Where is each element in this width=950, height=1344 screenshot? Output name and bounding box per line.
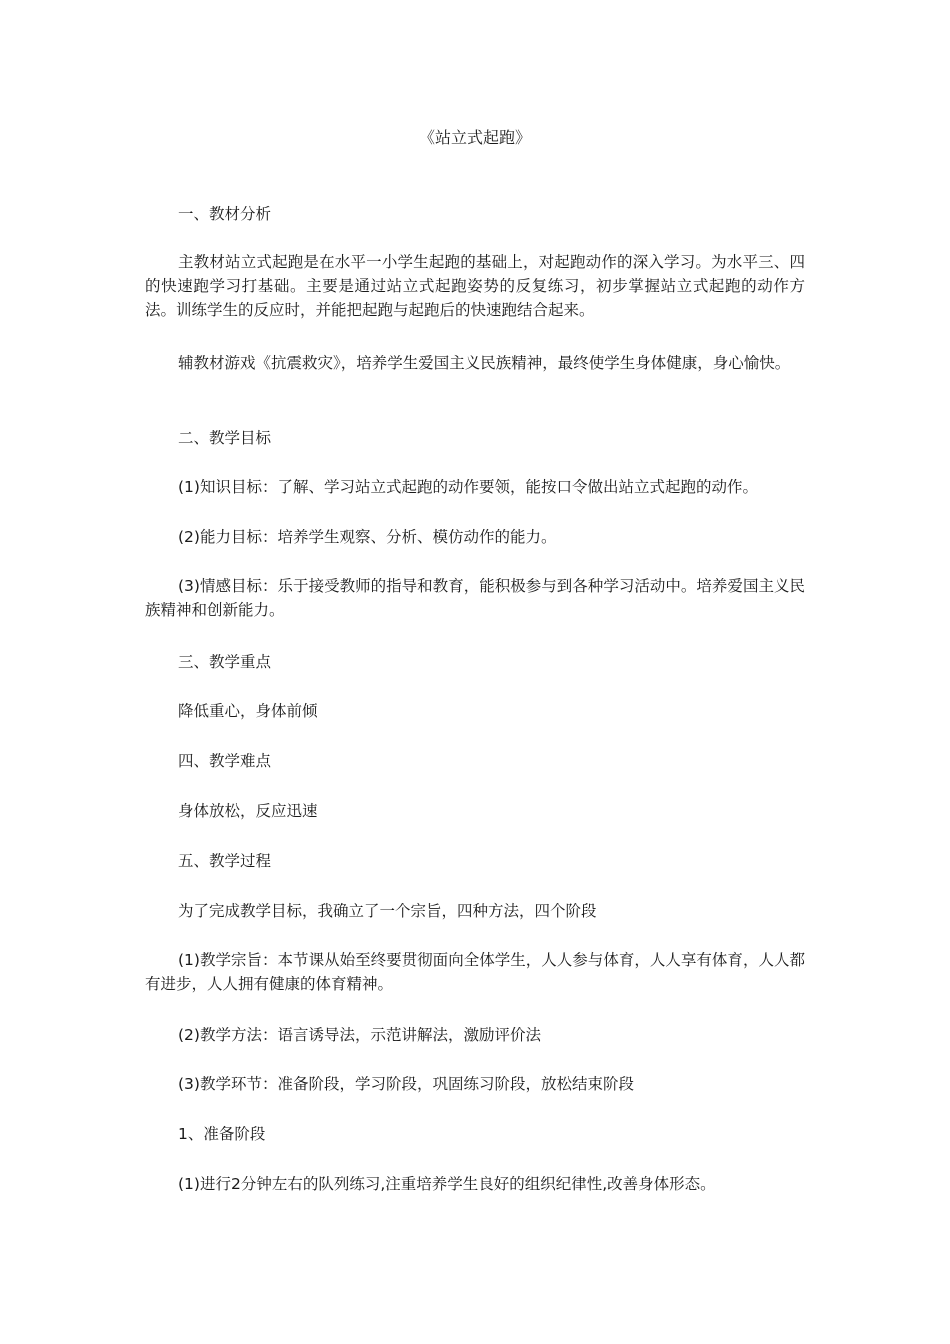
paragraph-main-material: 主教材站立式起跑是在水平一小学生起跑的基础上，对起跑动作的深入学习。为水平三、四的快速跑学习打基础。主要是通过站立式起跑姿势的反复练习，初步掌握站立式起跑的动作方法。训练学生的反应时，并能把起跑与起跑后的快速跑结合起来。 bbox=[145, 253, 805, 319]
paragraph-key-points: 降低重心，身体前倾 bbox=[178, 702, 318, 720]
section-heading-teaching-goals: 二、教学目标 bbox=[178, 429, 272, 447]
section-heading-key-points: 三、教学重点 bbox=[178, 653, 272, 671]
paragraph-knowledge-goal: (1)知识目标：了解、学习站立式起跑的动作要领，能按口令做出站立式起跑的动作。 bbox=[178, 478, 758, 496]
paragraph-process-intro: 为了完成教学目标，我确立了一个宗旨，四种方法，四个阶段 bbox=[178, 902, 597, 920]
paragraph-queue-practice: (1)进行2分钟左右的队列练习,注重培养学生良好的组织纪律性,改善身体形态。 bbox=[178, 1175, 716, 1193]
paragraph-teaching-methods: (2)教学方法：语言诱导法，示范讲解法，激励评价法 bbox=[178, 1026, 541, 1044]
section-heading-teaching-process: 五、教学过程 bbox=[178, 852, 272, 870]
paragraph-auxiliary-material: 辅教材游戏《抗震救灾》，培养学生爱国主义民族精神，最终使学生身体健康，身心愉快。 bbox=[178, 354, 791, 372]
subsection-heading-preparation: 1、准备阶段 bbox=[178, 1125, 266, 1143]
paragraph-teaching-principle: (1)教学宗旨：本节课从始至终要贯彻面向全体学生，人人参与体育，人人享有体育，人人都有进步，人人拥有健康的体育精神。 bbox=[145, 951, 805, 993]
paragraph-teaching-stages: (3)教学环节：准备阶段，学习阶段，巩固练习阶段，放松结束阶段 bbox=[178, 1075, 634, 1093]
document-title: 《站立式起跑》 bbox=[418, 128, 531, 147]
document-page bbox=[145, 0, 805, 1344]
section-heading-difficulties: 四、教学难点 bbox=[178, 752, 272, 770]
paragraph-ability-goal: (2)能力目标：培养学生观察、分析、模仿动作的能力。 bbox=[178, 528, 557, 546]
section-heading-material-analysis: 一、教材分析 bbox=[178, 205, 272, 223]
paragraph-difficulties: 身体放松，反应迅速 bbox=[178, 802, 318, 820]
paragraph-emotion-goal: (3)情感目标：乐于接受教师的指导和教育，能积极参与到各种学习活动中。培养爱国主义民族精神和创新能力。 bbox=[145, 577, 805, 619]
